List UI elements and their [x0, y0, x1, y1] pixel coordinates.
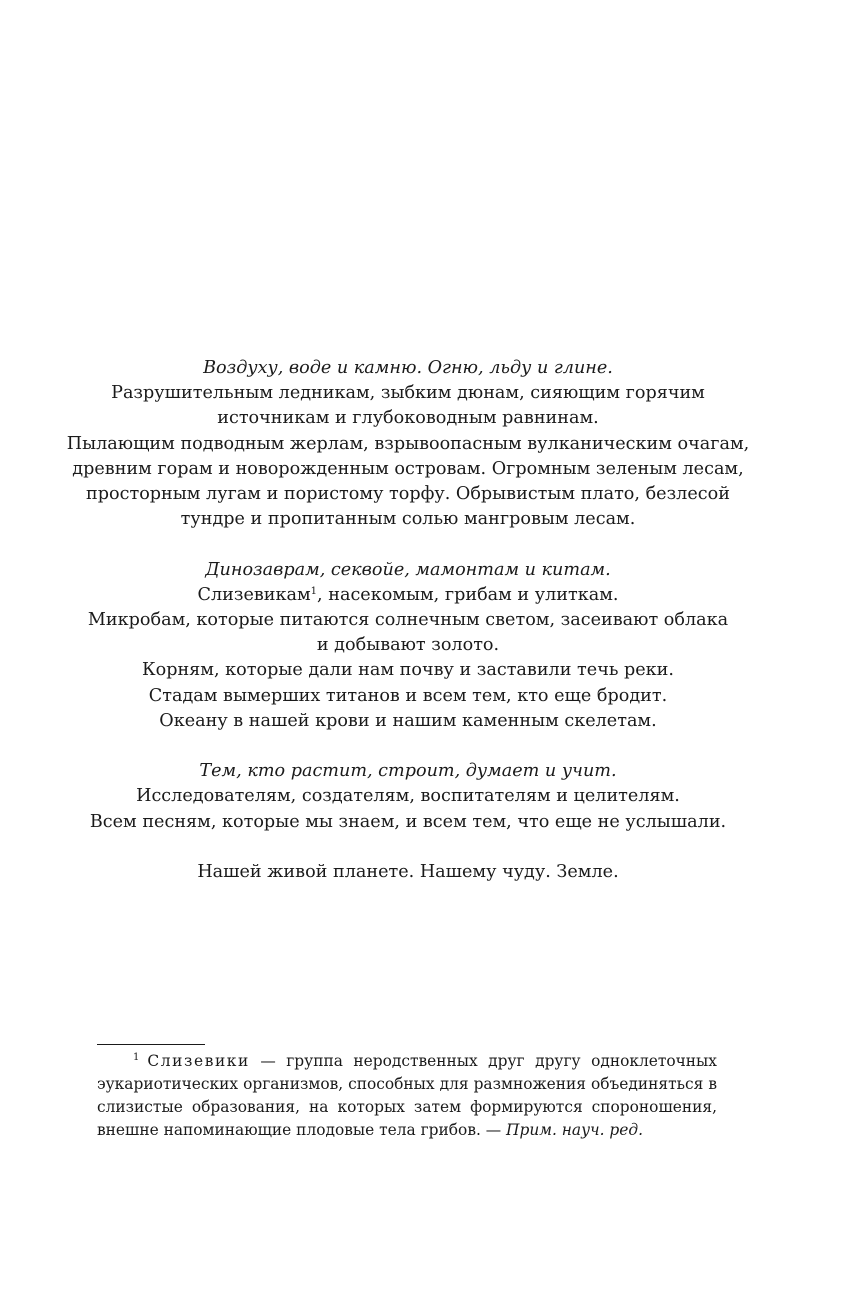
dedication-stanza-4: [60, 860, 756, 885]
dedication-line: Тем, кто растит, строит, думает и учит.: [199, 761, 617, 782]
dedication-line: Океану в нашей крови и нашим каменным скелетам.: [159, 710, 657, 731]
footnote-editor-note: Прим. науч. ред.: [506, 1121, 643, 1139]
dedication-line: источникам и глубоководным равнинам.: [217, 408, 599, 429]
dedication-line: Разрушительным ледникам, зыбким дюнам, сияющим горячим: [111, 383, 705, 404]
footnote: 1 Слизевики — группа неродственных друг другу одноклеточных эукариотических организмов, способных для размножения объединяться в слизистые образования, на которых затем формируются спороношения, внешне напоминающие плодовые тела грибов. — Прим. науч. ред.: [97, 1052, 717, 1139]
dedication-line-rest: , насекомым, грибам и улиткам.: [317, 584, 619, 605]
dedication-line: Корням, которые дали нам почву и заставили течь реки.: [141, 660, 674, 681]
dedication-line: Динозаврам, секвойе, мамонтам и китам.: [205, 559, 611, 580]
dedication-line: древним горам и новорожденным островам. Огромным зеленым лесам,: [72, 458, 744, 479]
dedication-line: Исследователям, создателям, воспитателям и целителям.: [136, 786, 680, 807]
dedication-line: просторным лугам и пористому торфу. Обрывистым плато, безлесой: [86, 484, 730, 505]
dedication-stanza-3: [60, 759, 756, 835]
footnote-text: — группа неродственных друг другу одноклеточных эукариотических организмов, способных для размножения объединяться в слизистые образования, на которых затем формируются спороношения, внешне напоминающие плодовые тела грибов. —: [97, 1052, 717, 1139]
dedication-line: Пылающим подводным жерлам, взрывоопасным вулканическим очагам,: [66, 433, 750, 454]
dedication-line: [60, 583, 756, 608]
dedication: [60, 356, 756, 885]
dedication-line: Нашей живой планете. Нашему чуду. Земле.: [197, 862, 619, 883]
footnote-divider: [97, 1044, 205, 1045]
dedication-line: тундре и пропитанным солью мангровым лесам.: [180, 509, 636, 530]
dedication-line: Стадам вымерших титанов и всем тем, кто еще бродит.: [148, 685, 668, 706]
dedication-stanza-2: [60, 558, 756, 734]
dedication-line: и добывают золото.: [316, 635, 500, 656]
dedication-line: Воздуху, воде и камню. Огню, льду и глине.: [203, 358, 613, 378]
slime-mold-word: Слизевикам: [197, 584, 311, 605]
dedication-line: Всем песням, которые мы знаем, и всем тем, что еще не услышали.: [89, 811, 727, 832]
dedication-line: Микробам, которые питаются солнечным светом, засеивают облака: [87, 610, 729, 631]
footnote-reference[interactable]: 1: [310, 585, 318, 597]
dedication-stanza-1: [60, 356, 756, 532]
footnote-term: Слизевики: [147, 1052, 250, 1070]
